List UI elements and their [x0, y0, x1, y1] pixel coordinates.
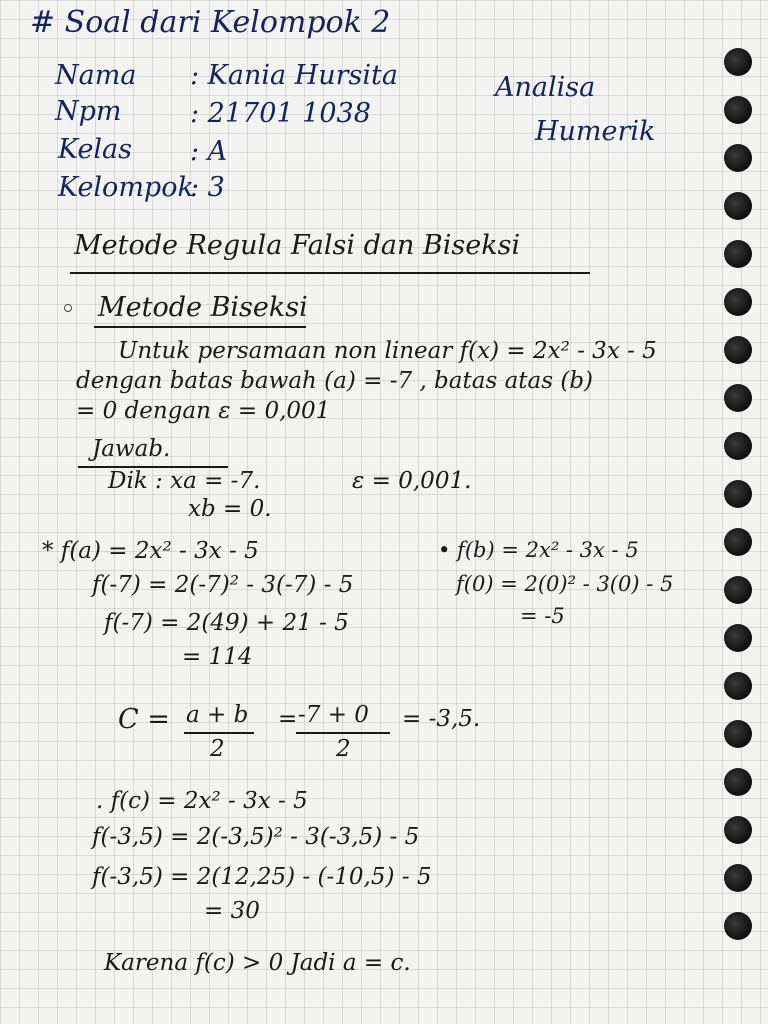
binder-hole [724, 336, 752, 364]
page-heading: # Soal dari Kelompok 2 [30, 5, 391, 40]
fc-line-2: f(-3,5) = 2(-3,5)² - 3(-3,5) - 5 [92, 824, 420, 850]
c-denominator-2: 2 [336, 736, 351, 762]
nama-label: Nama [55, 60, 137, 91]
section-title-underline [94, 326, 306, 328]
c-lhs: C = [118, 704, 170, 735]
main-title: Metode Regula Falsi dan Biseksi [74, 230, 521, 261]
nama-value: : Kania Hursita [190, 60, 398, 91]
binder-hole [724, 912, 752, 940]
jawab-label: Jawab. [92, 436, 171, 462]
npm-label: Npm [55, 96, 122, 127]
binder-hole [724, 576, 752, 604]
fa-line-1: * f(a) = 2x² - 3x - 5 [42, 538, 259, 564]
binder-hole [724, 480, 752, 508]
c-numerator-1: a + b [186, 702, 249, 728]
subject-line2: Humerik [535, 116, 656, 147]
binder-hole [724, 96, 752, 124]
fb-line-2: f(0) = 2(0)² - 3(0) - 5 [456, 572, 674, 596]
section-title: Metode Biseksi [98, 292, 308, 323]
main-title-underline [70, 272, 590, 274]
conclusion: Karena f(c) > 0 Jadi a = c. [104, 950, 411, 976]
binder-hole [724, 768, 752, 796]
problem-line-1: Untuk persamaan non linear f(x) = 2x² - 3x - 5 [118, 338, 657, 364]
binder-hole [724, 528, 752, 556]
dik-epsilon: ε = 0,001. [352, 468, 472, 494]
fa-line-4: = 114 [182, 644, 253, 670]
fb-line-3: = -5 [520, 604, 565, 628]
fc-line-3: f(-3,5) = 2(12,25) - (-10,5) - 5 [92, 864, 432, 890]
kelompok-label: Kelompok [58, 172, 194, 203]
kelompok-value: : 3 [190, 172, 225, 203]
fa-line-2: f(-7) = 2(-7)² - 3(-7) - 5 [92, 572, 354, 598]
binder-hole [724, 864, 752, 892]
fc-line-4: = 30 [204, 898, 260, 924]
problem-line-3: = 0 dengan ε = 0,001 [76, 398, 331, 424]
c-equals-2: = [278, 706, 298, 732]
binder-hole [724, 816, 752, 844]
bullet-dot: ◦ [60, 294, 76, 325]
binder-hole [724, 288, 752, 316]
binder-hole [724, 432, 752, 460]
problem-line-2: dengan batas bawah (a) = -7 , batas atas (b) [76, 368, 594, 394]
subject-line1: Analisa [495, 72, 596, 103]
npm-value: : 21701 1038 [190, 98, 371, 129]
binder-hole [724, 384, 752, 412]
c-numerator-2: -7 + 0 [298, 702, 369, 728]
c-result: = -3,5. [402, 706, 481, 732]
binder-hole [724, 624, 752, 652]
fb-line-1: • f(b) = 2x² - 3x - 5 [438, 538, 639, 562]
c-denominator-1: 2 [210, 736, 225, 762]
binder-hole [724, 144, 752, 172]
binder-hole [724, 672, 752, 700]
fc-line-1: . f(c) = 2x² - 3x - 5 [96, 788, 308, 814]
binder-hole [724, 192, 752, 220]
binder-hole [724, 720, 752, 748]
c-fraction-bar-1 [184, 732, 254, 734]
kelas-value: : A [190, 136, 228, 167]
binder-hole [724, 48, 752, 76]
binder-hole [724, 240, 752, 268]
kelas-label: Kelas [58, 134, 133, 165]
c-fraction-bar-2 [296, 732, 390, 734]
dik-xa: Dik : xa = -7. [108, 468, 261, 494]
fa-line-3: f(-7) = 2(49) + 21 - 5 [104, 610, 349, 636]
dik-xb: xb = 0. [188, 496, 272, 522]
